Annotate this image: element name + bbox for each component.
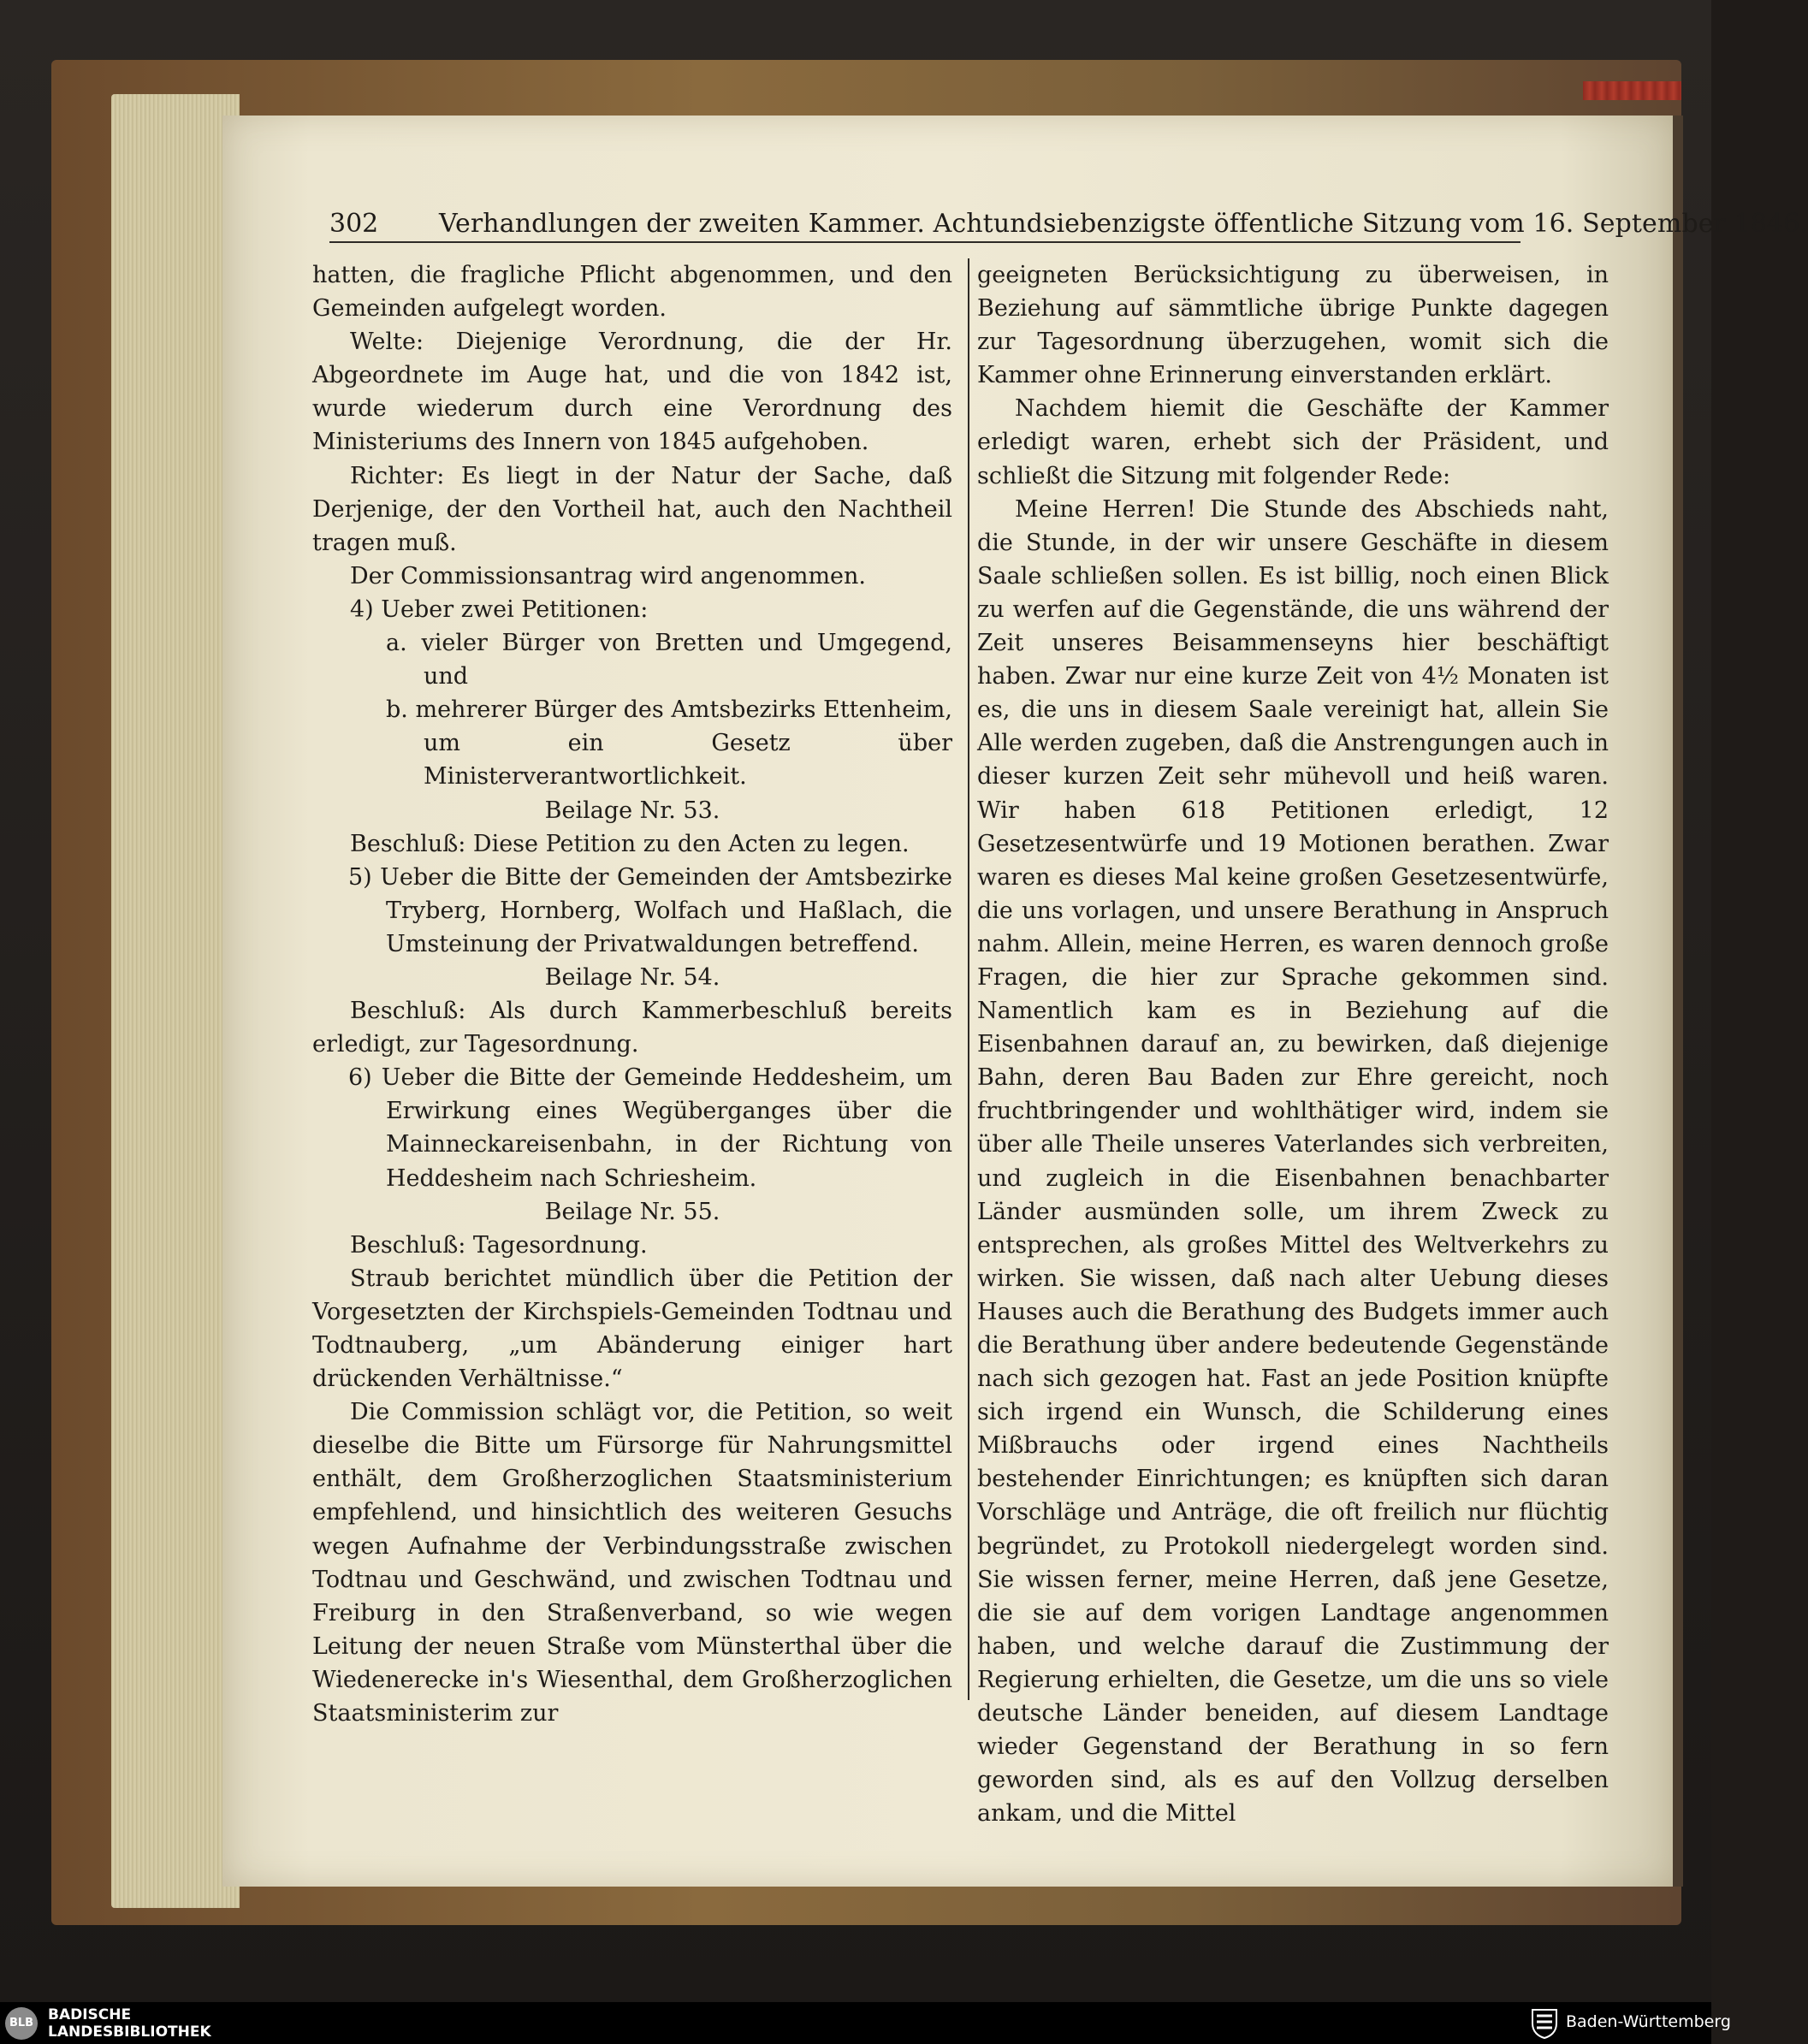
resolution: Beschluß: Diese Petition zu den Acten zu legen. (350, 830, 910, 857)
library-name-line1: BADISCHE (48, 2006, 132, 2023)
appendix-reference: Beilage Nr. 53. (544, 797, 720, 824)
footer-bar (0, 2002, 1711, 2044)
paragraph: Straub berichtet mündlich über die Petition der Vorgesetzten der Kirchspiels-Gemeinden Todtnau und Todtnauberg, „um Abänderung einiger hart drückenden Verhältnisse.“ (312, 1265, 952, 1393)
running-head (329, 207, 1808, 243)
resolution: Beschluß: Tagesordnung. (350, 1231, 648, 1259)
list-item: 6) Ueber die Bitte der Gemeinde Heddesheim, um Erwirkung eines Wegüberganges über die Mainneckareisenbahn, in der Richtung von Heddesheim nach Schriesheim. (348, 1064, 952, 1192)
coat-of-arms-icon (1530, 2008, 1559, 2039)
list-item: a. vieler Bürger von Bretten und Umgegend, und (386, 630, 952, 690)
paragraph: Richter: Es liegt in der Natur der Sache, daß Derjenige, der den Vortheil hat, auch den Nachtheil tragen muß. (312, 462, 952, 556)
page-title: Verhandlungen der zweiten Kammer. Achtundsiebenzigste öffentliche Sitzung vom 16. September 1846. (439, 209, 1808, 239)
appendix-reference: Beilage Nr. 55. (544, 1198, 720, 1225)
list-item: 5) Ueber die Bitte der Gemeinden der Amtsbezirke Tryberg, Hornberg, Wolfach und Haßlach, die Umsteinung der Privatwaldungen betreffend. (348, 863, 952, 957)
list-item: b. mehrerer Bürger des Amtsbezirks Ettenheim, um ein Gesetz über Ministerverantwortlichkeit. (386, 696, 952, 791)
resolution: Beschluß: Als durch Kammerbeschluß bereits erledigt, zur Tagesordnung. (312, 998, 952, 1058)
page-binding (1673, 116, 1683, 1887)
state-label: Baden-Württemberg (1566, 2012, 1731, 2031)
paragraph: Der Commissionsantrag wird angenommen. (350, 562, 866, 590)
right-column (977, 258, 1609, 1830)
list-heading: 4) Ueber zwei Petitionen: (350, 595, 649, 623)
page-edges (111, 94, 240, 1908)
paragraph: Nachdem hiemit die Geschäfte der Kammer erledigt waren, erhebt sich der Präsident, und schließt die Sitzung mit folgender Rede: (977, 395, 1609, 489)
appendix-reference: Beilage Nr. 54. (544, 963, 720, 991)
book-spine-edge (1583, 81, 1681, 100)
library-name-line2: LANDESBIBLIOTHEK (48, 2023, 211, 2041)
left-column (312, 258, 952, 1730)
speech-paragraph: Meine Herren! Die Stunde des Abschieds naht, die Stunde, in der wir unsere Geschäfte in diesem Saale schließen sollen. Es ist billig, noch einen Blick zu werfen auf die Gegenstände, die uns während der Zeit unseres Beisammenseyns hier beschäftigt haben. Zwar nur eine kurze Zeit von 4½ Monaten ist es, die uns in diesem Saale vereinigt hat, allein Sie Alle werden zugeben, daß die Anstrengungen auch in dieser kurzen Zeit sehr mühevoll und heiß waren. Wir haben 618 Petitionen erledigt, 12 Gesetzesentwürfe und 19 Motionen berathen. Zwar waren es dieses Mal keine großen Gesetzesentwürfe, die uns vorlagen, und unsere Berathung in Anspruch nahm. Allein, meine Herren, es waren dennoch große Fragen, die hier zur Sprache gekommen sind. Namentlich kam es in Beziehung auf die Eisenbahnen darauf an, zu bewirken, daß diejenige Bahn, deren Bau Baden zur Ehre gereicht, noch fruchtbringender und wohlthätiger wird, indem sie über alle Theile unseres Vaterlandes sich verbreiten, und zugleich in die Eisenbahnen benachbarter Länder ausmünden solle, um ihrem Zweck zu entsprechen, als großes Mittel des Weltverkehrs zu wirken. Sie wissen, daß nach alter Uebung dieses Hauses auch die Berathung des Budgets immer auch die Berathung über andere bedeutende Gegenstände nach sich gezogen hat. Fast an jede Position knüpfte sich irgend ein Wunsch, die Schilderung eines Mißbrauchs oder irgend eines Nachtheils bestehender Einrichtungen; es knüpften sich daran Vorschläge und Anträge, die oft freilich nur flüchtig begründet, zu Protokoll niedergelegt worden sind. Sie wissen ferner, meine Herren, daß jene Gesetze, die sie auf dem vorigen Landtage angenommen haben, und welche darauf die Zustimmung der Regierung erhielten, die Gesetze, um die uns so viele deutsche Länder beneiden, auf diesem Landtage wieder Gegenstand der Berathung in so fern geworden sind, als es auf den Vollzug derselben ankam, und die Mittel (977, 495, 1609, 1828)
paragraph: geeigneten Berücksichtigung zu überweisen, in Beziehung auf sämmtliche übrige Punkte dagegen zur Tagesordnung überzugehen, womit sich die Kammer ohne Erinnerung einverstanden erklärt. (977, 262, 1609, 389)
page-number: 302 (329, 209, 379, 239)
blb-logo-badge: BLB (5, 2007, 38, 2040)
column-divider (968, 258, 969, 1700)
paragraph: Die Commission schlägt vor, die Petition, so weit dieselbe die Bitte um Fürsorge für Nahrungsmittel enthält, dem Großherzoglichen Staatsministerium empfehlend, und hinsichtlich des weiteren Gesuchs wegen Aufnahme der Verbindungsstraße zwischen Todtnau und Geschwänd, und zwischen Todtnau und Freiburg in den Straßenverband, so wie wegen Leitung der neuen Straße vom Münsterthal über die Wiedenerecke in's Wiesenthal, dem Großherzoglichen Staatsministerim zur (312, 1399, 952, 1727)
paragraph: Welte: Diejenige Verordnung, die der Hr. Abgeordnete im Auge hat, und die von 1842 ist, wurde wiederum durch eine Verordnung des Ministeriums des Innern von 1845 aufgehoben. (312, 329, 952, 456)
paragraph: hatten, die fragliche Pflicht abgenommen, und den Gemeinden aufgelegt worden. (312, 262, 952, 323)
